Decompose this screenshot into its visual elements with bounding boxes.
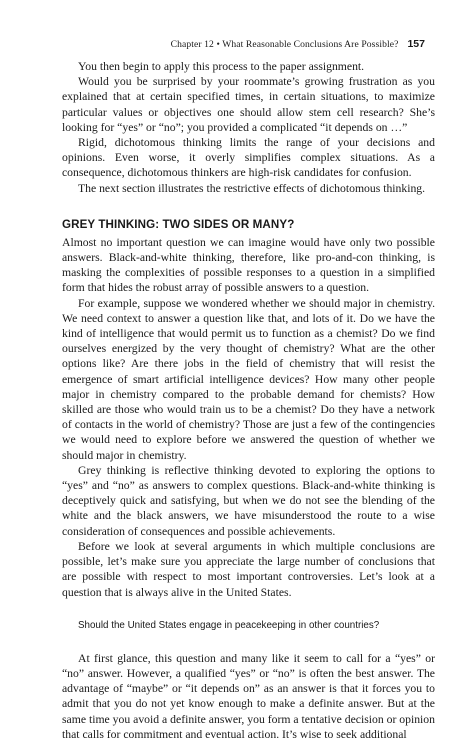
book-page [62, 38, 435, 742]
paragraph: At first glance, this question and many like it seem to call for a “yes” or “no” answer. However, a qualified “yes” or “no” is often the best answer. The advantage of “maybe” or “it depends on” as an answer is that it forces you to admit that you do not yet know enough to make a definite answer. But at the same time you avoid a definite answer, you form a tentative decision or opinion that calls for commitment and eventual action. It’s wise to seek additional [62, 651, 435, 741]
running-header [62, 38, 435, 50]
paragraph: You then begin to apply this process to the paper assignment. [78, 60, 365, 73]
page-number: 157 [407, 38, 425, 50]
paragraph: The next section illustrates the restrictive effects of dichotomous thinking. [78, 181, 426, 195]
paragraph: For example, suppose we wondered whether we should major in chemistry. We need context to answer a question like that, and lots of it. Do we have the kind of intelligence that would permit us to function as a chemist? Do we find ourselves energized by the very thought of chemistry? What are the other options like? Are there jobs in the field of chemistry that will resist the emergence of smart artificial intelligence devices? How many other people major in chemistry compared to the probable demand for chemists? How skilled are those who would train us to be a chemist? Do they have a network of contacts in the world of chemistry? Those are just a few of the contingencies we would need to explore before we answered the question of whether we should major in chemistry. [62, 296, 435, 462]
section-heading: GREY THINKING: TWO SIDES OR MANY? [62, 217, 295, 231]
paragraph: Grey thinking is reflective thinking devoted to exploring the options to “yes” and “no” as answers to complex questions. Black-and-white thinking is deceptively quick and satisfying, but when we do not see the blending of the white and the black answers, we have misunderstood the route to a wise consideration of consequences and possible achievements. [62, 463, 435, 538]
example-question: Should the United States engage in peacekeeping in other countries? [78, 619, 380, 631]
paragraph: Before we look at several arguments in which multiple conclusions are possible, let’s make sure you appreciate the large number of conclusions that are possible with respect to most important controversies. Let’s look at a question that is always alive in the United States. [62, 539, 435, 599]
paragraph: Almost no important question we can imagine would have only two possible answers. Black-and-white thinking, therefore, like pro-and-con thinking, is masking the complexities of possible responses to a question in a simplified form that hides the robust array of possible answers to a question. [62, 235, 435, 295]
paragraph: Would you be surprised by your roommate’s growing frustration as you explained that at certain specified times, in certain situations, to maximize particular values or objectives one should allow stem cell research? She’s looking for “yes” or “no”; you provided a complicated “it depends on …” [62, 75, 435, 134]
paragraph: Rigid, dichotomous thinking limits the range of your decisions and opinions. Even worse, it overly simplifies complex situations. As a consequence, dichotomous thinkers are high-risk candidates for confusion. [62, 136, 435, 180]
chapter-title: Chapter 12 • What Reasonable Conclusions Are Possible? [170, 39, 399, 50]
